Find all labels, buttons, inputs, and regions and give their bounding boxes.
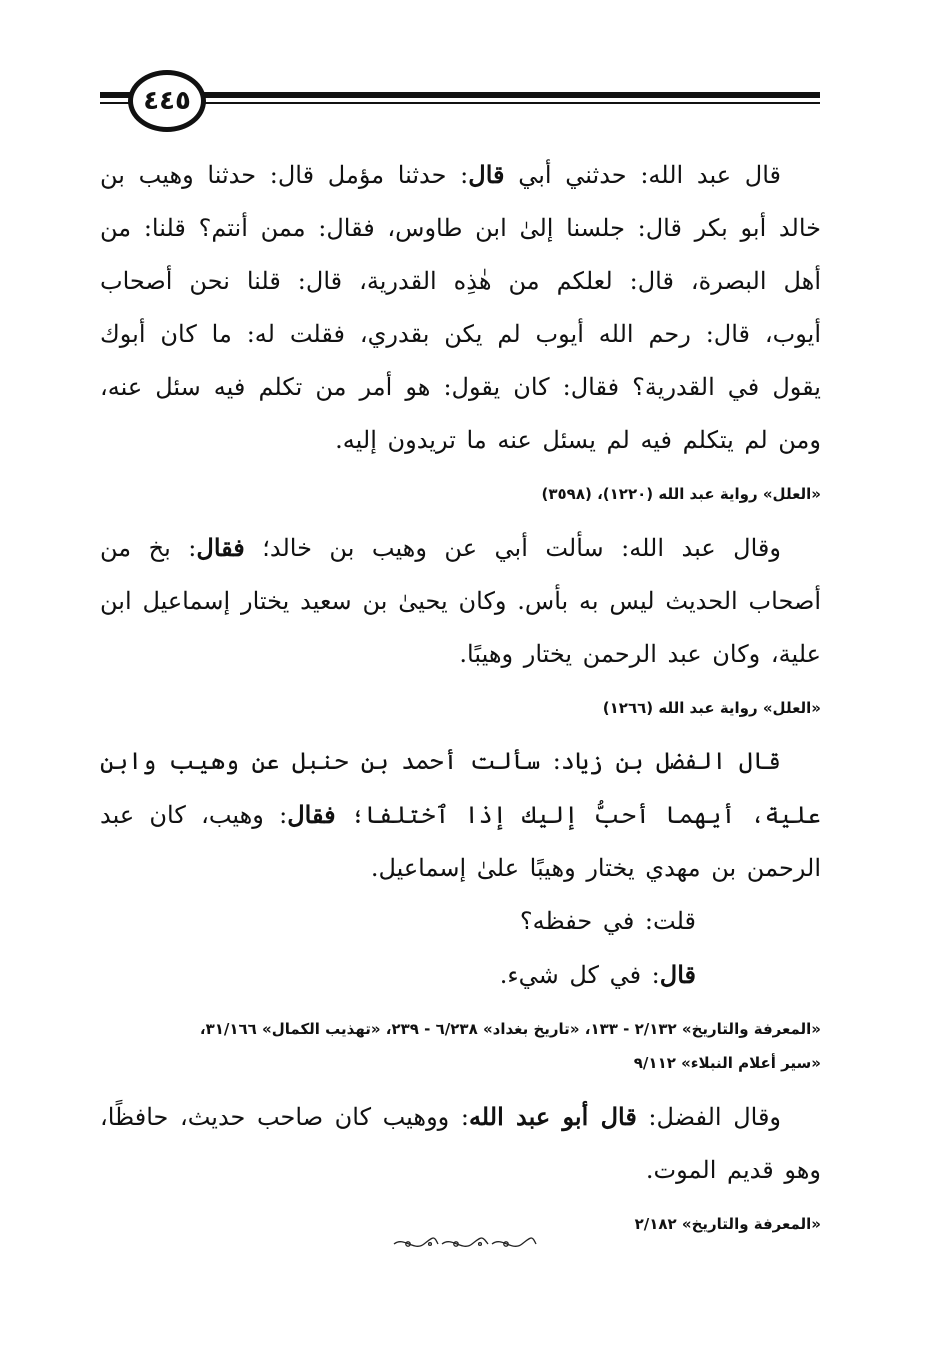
reference-2: «العلل» رواية عبد الله (١٢٦٦): [602, 699, 821, 717]
paragraph-3: [100, 735, 821, 895]
header-rule-thick: [100, 92, 820, 98]
reference-1: «العلل» رواية عبد الله (١٢٢٠)، (٣٥٩٨): [541, 485, 821, 503]
paragraph-1-bold: قال: [468, 160, 505, 189]
paragraph-3-text-a: قال الفضل بن زياد: سألت أحمد بن حنبل عن وهيب وابن علية، أيهما أحبُّ إليك إذا ٱختلفا؛: [100, 747, 821, 829]
header-rule-thin: [100, 102, 820, 104]
paragraph-2-bold: فقال: [196, 533, 245, 562]
reference-4: «المعرفة والتاريخ» ٢/١٨٢: [634, 1215, 821, 1233]
paragraph-2-text-a: وقال عبد الله: سألت أبي عن وهيب بن خالد؛: [244, 534, 781, 562]
answer-bold: قال: [659, 960, 696, 989]
paragraph-4-bold: قال أبو عبد الله: [468, 1102, 637, 1131]
paragraph-2-text-b: : بخ من أصحاب الحديث ليس به بأس. وكان يحيىٰ بن سعيد يختار إسماعيل ابن علية، وكان عبد الرحمن يختار وهيبًا.: [100, 534, 821, 668]
page-number-badge: [128, 70, 206, 132]
reference-3b: «سير أعلام النبلاء» ٩/١١٢: [633, 1054, 821, 1072]
page-body: [100, 148, 821, 1251]
question-line: قلت: في حفظه؟: [519, 907, 696, 935]
page-number: ٤٤٥: [143, 86, 191, 116]
paragraph-1: [100, 148, 821, 467]
paragraph-4: [100, 1090, 821, 1197]
paragraph-2: [100, 521, 821, 681]
paragraph-3-bold: فقال: [287, 800, 336, 829]
paragraph-3-text-b: : وهيب، كان عبد الرحمن بن مهدي يختار وهيبًا علىٰ إسماعيل.: [100, 801, 821, 882]
answer-text: : في كل شيء.: [499, 961, 660, 989]
paragraph-1-text-a: قال عبد الله: حدثني أبي: [504, 161, 782, 189]
paragraph-1-text-b: : حدثنا مؤمل قال: حدثنا وهيب بن خالد أبو بكر قال: جلسنا إلىٰ ابن طاوس، فقال: ممن أنتم؟ قلنا: من أهل البصرة، قال: لعلكم من هٰذِه القدرية، قال: قلنا نحن أصحاب أيوب، قال: رحم الله أيوب لم يكن بقدري، فقلت له: ما كان أبوك يقول في القدرية؟ فقال: كان يقول: هو أمر من تكلم فيه سئل عنه، ومن لم يتكلم فيه لم يسئل عنه ما تريدون إليه.: [100, 161, 821, 454]
reference-3a: «المعرفة والتاريخ» ٢/١٣٢ - ١٣٣، «تاريخ بغداد» ٦/٢٣٨ - ٢٣٩، «تهذيب الكمال» ٣١/١٦٦،: [199, 1020, 821, 1038]
answer-line: [100, 948, 821, 1002]
paragraph-4-text-b: : ووهيب كان صاحب حديث، حافظًا، وهو قديم الموت.: [100, 1103, 821, 1184]
paragraph-4-text-a: وقال الفضل:: [636, 1103, 781, 1131]
floral-divider-icon: [390, 1236, 540, 1252]
